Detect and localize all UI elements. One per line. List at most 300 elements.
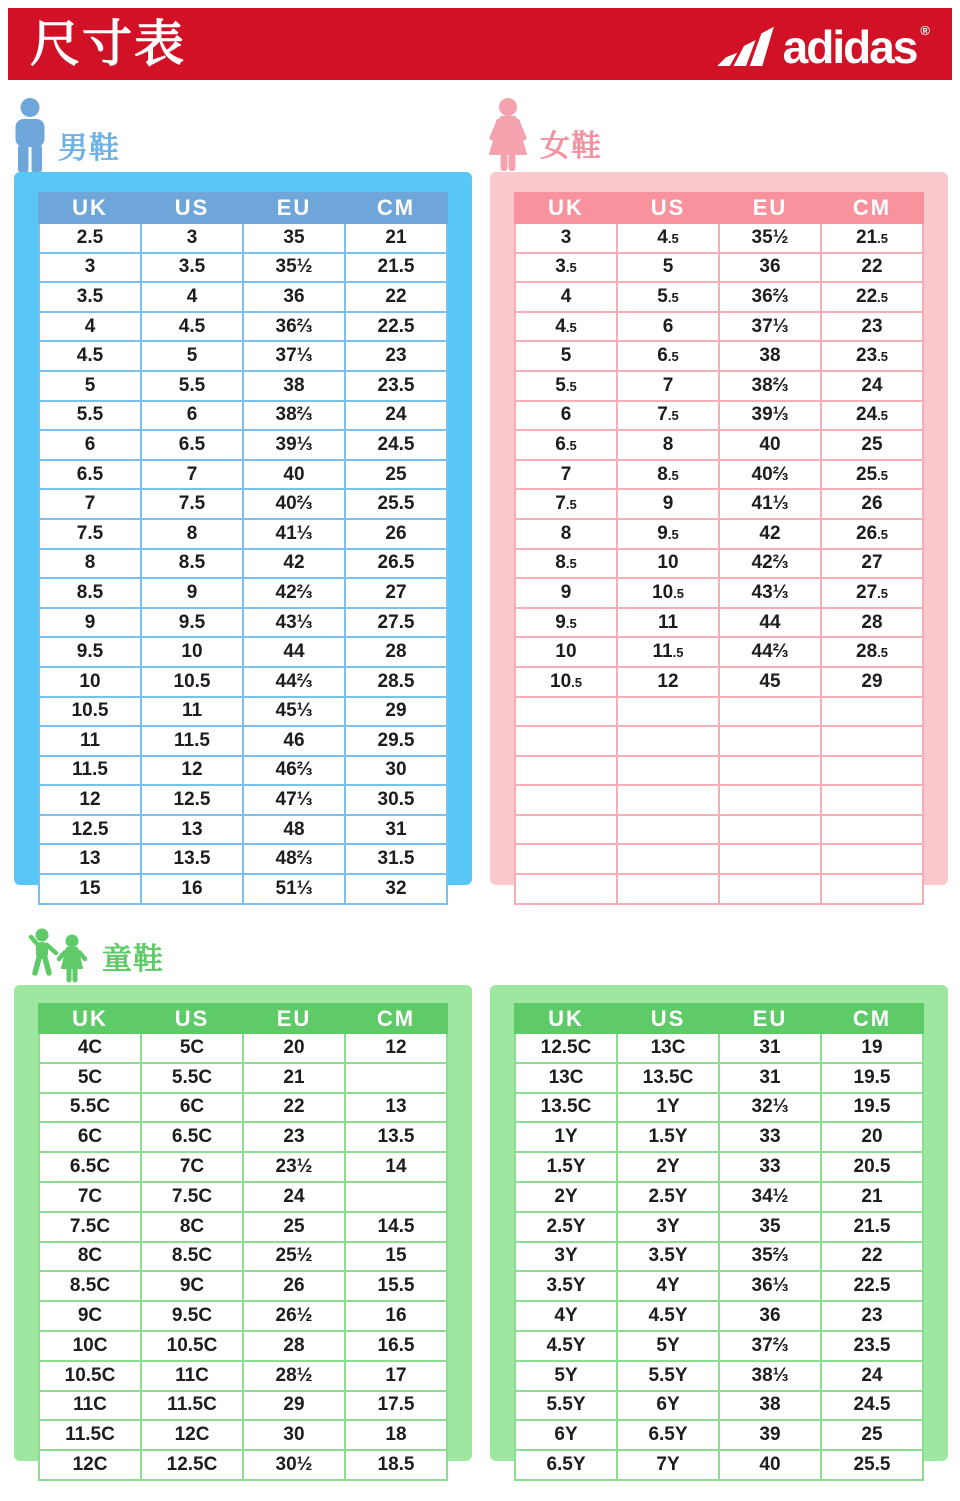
size-cell: 23	[821, 1301, 923, 1331]
size-cell: 8.5C	[141, 1242, 243, 1272]
size-cell: 9.5	[141, 608, 243, 638]
men-size-panel	[14, 172, 472, 899]
size-cell: 41⅓	[243, 519, 345, 549]
size-cell: 5.5	[617, 282, 719, 312]
size-cell	[617, 815, 719, 845]
size-cell: 25½	[243, 1242, 345, 1272]
size-cell: 5	[515, 341, 617, 371]
size-cell: 12.5C	[141, 1450, 243, 1480]
size-cell: 28	[243, 1331, 345, 1361]
size-cell: 12.5	[39, 815, 141, 845]
size-cell	[515, 726, 617, 756]
size-row	[39, 874, 447, 904]
size-row	[39, 1391, 447, 1421]
size-cell: 36⅓	[719, 1271, 821, 1301]
size-row	[39, 1271, 447, 1301]
size-cell: 36⅔	[243, 312, 345, 342]
size-cell: 12	[39, 785, 141, 815]
size-cell: 11	[617, 608, 719, 638]
size-cell: 40	[243, 460, 345, 490]
size-cell: 26	[821, 489, 923, 519]
size-cell	[821, 756, 923, 786]
size-cell: 19.5	[821, 1093, 923, 1123]
size-cell: 5	[617, 253, 719, 283]
size-row	[515, 667, 923, 697]
size-cell: 38⅔	[719, 371, 821, 401]
size-cell: 8	[515, 519, 617, 549]
size-cell: 29	[243, 1391, 345, 1421]
size-cell: 8	[141, 519, 243, 549]
size-cell: 26	[243, 1271, 345, 1301]
size-cell: 13.5	[141, 844, 243, 874]
size-cell: 21.5	[821, 1212, 923, 1242]
kids-big-size-panel	[490, 985, 948, 1476]
size-cell: 11.5	[141, 726, 243, 756]
size-cell: 7.5C	[39, 1212, 141, 1242]
size-cell: 9	[617, 489, 719, 519]
size-cell	[515, 844, 617, 874]
size-cell: 8C	[141, 1212, 243, 1242]
size-cell: 6.5	[515, 430, 617, 460]
size-cell: 24	[821, 371, 923, 401]
size-row	[39, 430, 447, 460]
size-cell: 39	[719, 1420, 821, 1450]
column-header: EU	[243, 193, 345, 223]
size-row	[515, 1331, 923, 1361]
size-row	[515, 460, 923, 490]
size-cell: 22.5	[821, 1271, 923, 1301]
small-decimal: .5	[877, 289, 888, 305]
size-cell: 27	[821, 549, 923, 579]
size-cell: 6C	[141, 1093, 243, 1123]
size-cell: 2Y	[515, 1182, 617, 1212]
size-cell: 10.5	[39, 697, 141, 727]
size-row	[515, 223, 923, 253]
size-row	[39, 489, 447, 519]
size-row	[39, 1242, 447, 1272]
size-cell: 10.5C	[141, 1331, 243, 1361]
size-cell: 32	[345, 874, 447, 904]
size-row	[39, 1063, 447, 1093]
size-row	[39, 341, 447, 371]
size-row	[39, 1033, 447, 1063]
size-cell: 26.5	[345, 549, 447, 579]
size-cell: 23	[243, 1122, 345, 1152]
size-cell: 38⅓	[719, 1361, 821, 1391]
size-cell: 6Y	[515, 1420, 617, 1450]
size-cell: 13	[345, 1093, 447, 1123]
size-row	[39, 815, 447, 845]
adidas-logo	[717, 21, 930, 74]
size-cell: 12	[141, 756, 243, 786]
size-cell: 23.5	[821, 341, 923, 371]
size-cell: 8.5	[617, 460, 719, 490]
small-decimal: .5	[877, 585, 888, 601]
size-row	[515, 756, 923, 786]
size-cell: 16	[345, 1301, 447, 1331]
size-cell: 1.5Y	[515, 1152, 617, 1182]
size-cell: 47⅓	[243, 785, 345, 815]
size-cell: 15	[39, 874, 141, 904]
size-cell: 7C	[39, 1182, 141, 1212]
size-cell: 7.5C	[141, 1182, 243, 1212]
size-row	[39, 460, 447, 490]
size-cell: 5Y	[617, 1331, 719, 1361]
size-cell: 8.5	[515, 549, 617, 579]
small-decimal: .5	[673, 585, 684, 601]
size-cell: 4.5Y	[515, 1331, 617, 1361]
small-decimal: .5	[565, 319, 577, 335]
size-row	[515, 1093, 923, 1123]
size-cell: 28	[345, 637, 447, 667]
size-cell: 44⅔	[243, 667, 345, 697]
small-decimal: .5	[877, 645, 888, 661]
size-row	[515, 1152, 923, 1182]
size-cell: 11.5C	[39, 1420, 141, 1450]
size-cell: 44⅔	[719, 637, 821, 667]
small-decimal: .5	[877, 349, 888, 365]
size-cell: 8	[617, 430, 719, 460]
kids-small-size-table	[38, 1003, 448, 1481]
size-cell: 28.5	[345, 667, 447, 697]
size-cell: 5.5Y	[617, 1361, 719, 1391]
size-cell: 4Y	[515, 1301, 617, 1331]
column-header: EU	[243, 1004, 345, 1033]
size-row	[39, 1420, 447, 1450]
size-cell: 6	[515, 401, 617, 431]
size-cell: 4.5	[141, 312, 243, 342]
size-cell: 45⅓	[243, 697, 345, 727]
size-cell	[515, 697, 617, 727]
size-cell: 6C	[39, 1122, 141, 1152]
size-cell: 30	[243, 1420, 345, 1450]
size-row	[515, 578, 923, 608]
size-row	[515, 401, 923, 431]
size-cell: 9	[39, 608, 141, 638]
size-cell: 27	[345, 578, 447, 608]
size-cell: 7C	[141, 1152, 243, 1182]
size-cell: 16	[141, 874, 243, 904]
size-cell: 8	[39, 549, 141, 579]
column-header: US	[617, 193, 719, 223]
size-cell: 28.5	[821, 637, 923, 667]
kids-section-header	[28, 928, 164, 985]
size-cell: 6Y	[617, 1391, 719, 1421]
small-decimal: .5	[672, 645, 684, 661]
size-cell: 31.5	[345, 844, 447, 874]
size-cell: 4.5	[39, 341, 141, 371]
size-cell: 7Y	[617, 1450, 719, 1480]
size-cell: 5.5C	[39, 1093, 141, 1123]
size-cell: 13C	[515, 1063, 617, 1093]
size-cell: 43⅓	[719, 578, 821, 608]
size-row	[39, 1212, 447, 1242]
size-cell: 31	[345, 815, 447, 845]
size-cell	[515, 756, 617, 786]
size-cell: 38	[243, 371, 345, 401]
size-cell: 22.5	[821, 282, 923, 312]
size-cell: 9.5C	[141, 1301, 243, 1331]
size-cell: 6.5	[39, 460, 141, 490]
size-row	[515, 1420, 923, 1450]
size-cell: 20	[821, 1122, 923, 1152]
size-cell: 9.5	[39, 637, 141, 667]
section-title-women: 女鞋	[540, 130, 602, 163]
size-cell: 31	[719, 1063, 821, 1093]
size-cell: 21.5	[821, 223, 923, 253]
size-cell: 3	[141, 223, 243, 253]
size-cell	[821, 874, 923, 904]
size-cell: 12	[617, 667, 719, 697]
size-row	[515, 1182, 923, 1212]
size-cell: 4Y	[617, 1271, 719, 1301]
size-cell: 33	[719, 1122, 821, 1152]
size-row	[515, 1361, 923, 1391]
man-icon	[12, 98, 48, 174]
women-size-table	[514, 192, 924, 905]
size-row	[515, 785, 923, 815]
size-cell: 8.5C	[39, 1271, 141, 1301]
size-cell: 25	[821, 1420, 923, 1450]
size-cell: 25	[345, 460, 447, 490]
size-cell: 12.5	[141, 785, 243, 815]
size-cell	[821, 815, 923, 845]
size-row	[515, 815, 923, 845]
adidas-wordmark: adidas	[782, 21, 917, 74]
size-cell: 6	[617, 312, 719, 342]
size-cell: 5.5	[515, 371, 617, 401]
banner	[8, 8, 952, 80]
size-cell: 9C	[141, 1271, 243, 1301]
size-cell: 7	[617, 371, 719, 401]
size-cell: 11.5C	[141, 1391, 243, 1421]
size-cell: 29	[345, 697, 447, 727]
size-cell: 9	[515, 578, 617, 608]
size-row	[39, 519, 447, 549]
column-header: UK	[39, 1004, 141, 1033]
size-row	[39, 1450, 447, 1480]
size-cell: 6.5	[617, 341, 719, 371]
size-cell	[515, 815, 617, 845]
size-cell: 26	[345, 519, 447, 549]
size-cell: 7	[39, 489, 141, 519]
size-cell: 39⅓	[243, 430, 345, 460]
size-cell: 3.5	[141, 253, 243, 283]
size-cell: 6.5	[141, 430, 243, 460]
small-decimal: .5	[667, 349, 679, 365]
column-header: EU	[719, 1004, 821, 1033]
size-cell: 14.5	[345, 1212, 447, 1242]
size-cell: 12.5C	[515, 1033, 617, 1063]
size-cell: 26.5	[821, 519, 923, 549]
size-cell: 27.5	[345, 608, 447, 638]
woman-icon	[486, 98, 530, 172]
column-header: CM	[345, 193, 447, 223]
size-cell: 21	[345, 223, 447, 253]
size-cell: 3.5	[515, 253, 617, 283]
size-cell: 5.5	[39, 401, 141, 431]
size-cell: 8.5	[141, 549, 243, 579]
size-cell: 13C	[617, 1033, 719, 1063]
size-row	[515, 697, 923, 727]
size-cell: 9	[141, 578, 243, 608]
size-row	[39, 1093, 447, 1123]
kids-icon	[28, 928, 92, 985]
size-cell: 3	[515, 223, 617, 253]
size-cell: 24.5	[821, 401, 923, 431]
size-cell: 10C	[39, 1331, 141, 1361]
size-cell: 40⅔	[719, 460, 821, 490]
size-row	[515, 489, 923, 519]
size-cell: 10.5	[617, 578, 719, 608]
size-row	[515, 1033, 923, 1063]
size-cell: 35⅔	[719, 1242, 821, 1272]
size-cell: 45	[719, 667, 821, 697]
size-cell: 14	[345, 1152, 447, 1182]
size-row	[39, 1361, 447, 1391]
size-cell: 12C	[141, 1420, 243, 1450]
size-row	[515, 1122, 923, 1152]
size-cell: 4	[141, 282, 243, 312]
size-cell: 28½	[243, 1361, 345, 1391]
size-cell	[617, 697, 719, 727]
size-row	[39, 223, 447, 253]
size-cell: 37⅓	[719, 312, 821, 342]
size-row	[39, 253, 447, 283]
size-row	[39, 1331, 447, 1361]
size-cell: 6.5C	[39, 1152, 141, 1182]
section-title-kids: 童鞋	[102, 943, 164, 976]
size-cell: 9C	[39, 1301, 141, 1331]
size-cell: 6.5Y	[617, 1420, 719, 1450]
size-cell	[719, 756, 821, 786]
size-cell: 10.5	[141, 667, 243, 697]
size-cell: 40	[719, 1450, 821, 1480]
size-cell: 30½	[243, 1450, 345, 1480]
size-row	[39, 578, 447, 608]
size-row	[39, 844, 447, 874]
size-cell: 46	[243, 726, 345, 756]
column-header: CM	[345, 1004, 447, 1033]
size-cell: 1.5Y	[617, 1122, 719, 1152]
size-cell: 13	[141, 815, 243, 845]
size-cell: 25	[243, 1212, 345, 1242]
size-cell: 24	[345, 401, 447, 431]
size-row	[515, 253, 923, 283]
header-row	[39, 193, 447, 223]
size-cell: 39⅓	[719, 401, 821, 431]
size-row	[39, 785, 447, 815]
size-cell	[719, 844, 821, 874]
size-row	[515, 844, 923, 874]
size-cell: 24	[243, 1182, 345, 1212]
size-cell: 13.5C	[617, 1063, 719, 1093]
size-row	[515, 1450, 923, 1480]
size-cell	[821, 785, 923, 815]
size-row	[39, 608, 447, 638]
column-header: US	[141, 1004, 243, 1033]
size-cell	[719, 726, 821, 756]
size-cell: 12	[345, 1033, 447, 1063]
size-cell: 48⅔	[243, 844, 345, 874]
size-cell	[719, 874, 821, 904]
size-row	[39, 401, 447, 431]
size-cell: 9.5	[515, 608, 617, 638]
size-cell: 46⅔	[243, 756, 345, 786]
size-row	[515, 371, 923, 401]
size-row	[515, 1212, 923, 1242]
size-cell: 7.5	[141, 489, 243, 519]
small-decimal: .5	[877, 408, 888, 424]
kids-big-size-table	[514, 1003, 924, 1481]
size-cell: 2.5Y	[515, 1212, 617, 1242]
size-cell: 44	[243, 637, 345, 667]
size-cell: 11	[141, 697, 243, 727]
size-cell: 29.5	[345, 726, 447, 756]
size-row	[39, 726, 447, 756]
small-decimal: .5	[571, 674, 582, 690]
size-cell: 42	[243, 549, 345, 579]
size-row	[515, 1242, 923, 1272]
size-cell: 22	[821, 1242, 923, 1272]
women-size-panel	[490, 172, 948, 885]
size-row	[39, 1152, 447, 1182]
size-cell: 10.5C	[39, 1361, 141, 1391]
size-cell	[719, 697, 821, 727]
size-cell: 25.5	[345, 489, 447, 519]
small-decimal: .5	[667, 526, 679, 542]
size-cell: 11	[39, 726, 141, 756]
small-decimal: .5	[565, 260, 577, 276]
size-cell: 33	[719, 1152, 821, 1182]
size-cell: 5.5	[141, 371, 243, 401]
size-row	[515, 1301, 923, 1331]
size-cell	[345, 1182, 447, 1212]
size-cell: 43⅓	[243, 608, 345, 638]
size-row	[515, 1063, 923, 1093]
size-cell: 10	[39, 667, 141, 697]
size-row	[39, 282, 447, 312]
size-row	[39, 1182, 447, 1212]
size-cell: 25	[821, 430, 923, 460]
women-section-header	[486, 98, 602, 172]
size-cell: 4.5	[617, 223, 719, 253]
column-header: EU	[719, 193, 821, 223]
size-cell: 36⅔	[719, 282, 821, 312]
size-cell: 21	[243, 1063, 345, 1093]
size-cell: 35	[243, 223, 345, 253]
size-cell: 36	[719, 1301, 821, 1331]
small-decimal: .5	[565, 615, 577, 631]
size-cell: 3Y	[617, 1212, 719, 1242]
size-cell: 8.5	[39, 578, 141, 608]
size-cell: 23½	[243, 1152, 345, 1182]
size-cell	[821, 726, 923, 756]
size-cell: 5	[39, 371, 141, 401]
size-cell: 22	[345, 282, 447, 312]
size-cell	[515, 874, 617, 904]
size-cell: 12C	[39, 1450, 141, 1480]
size-cell: 11C	[39, 1391, 141, 1421]
size-row	[515, 549, 923, 579]
size-cell: 6	[39, 430, 141, 460]
men-size-table	[38, 192, 448, 905]
size-cell	[617, 756, 719, 786]
size-cell: 19.5	[821, 1063, 923, 1093]
size-cell: 6.5C	[141, 1122, 243, 1152]
size-cell: 48	[243, 815, 345, 845]
size-cell: 30	[345, 756, 447, 786]
